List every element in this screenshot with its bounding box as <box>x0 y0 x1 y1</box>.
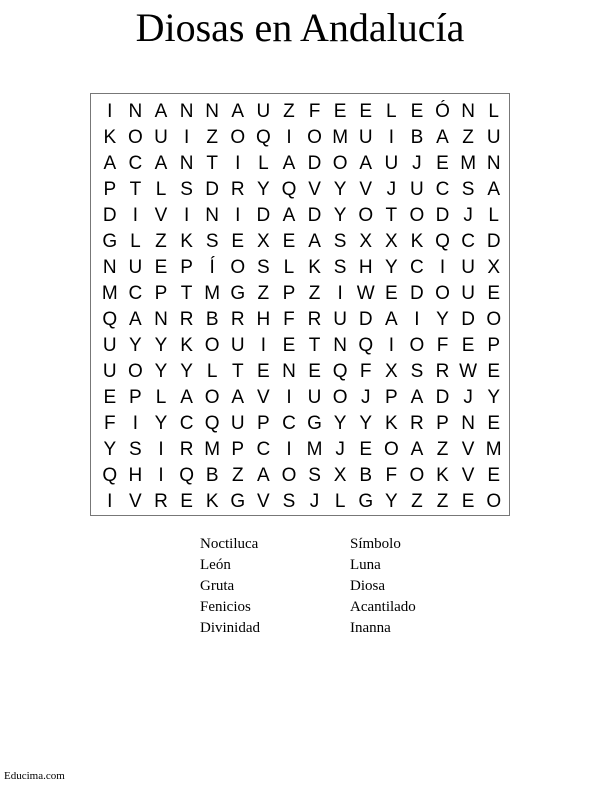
grid-letter: P <box>436 412 449 434</box>
grid-letter: S <box>308 464 321 486</box>
grid-letter: Y <box>154 360 168 382</box>
grid-letter: U <box>102 360 117 382</box>
grid-letter: E <box>487 412 501 434</box>
grid-letter: R <box>230 308 245 330</box>
grid-letter: Y <box>333 412 347 434</box>
grid-letter: F <box>385 464 398 486</box>
grid-letter: M <box>101 282 118 304</box>
grid-letter: I <box>337 282 343 304</box>
grid-letter: F <box>103 412 116 434</box>
grid-letter: B <box>205 464 219 486</box>
grid-letter: F <box>308 100 321 122</box>
grid-letter: E <box>257 360 270 382</box>
grid-letter: L <box>130 230 141 252</box>
grid-letter: X <box>384 360 398 382</box>
grid-letter: J <box>412 152 422 174</box>
grid-letter: I <box>107 490 113 512</box>
word-list-item: Divinidad <box>200 620 260 636</box>
grid-letter: C <box>256 438 271 460</box>
grid-letter: C <box>435 178 450 200</box>
grid-letter: C <box>128 282 143 304</box>
grid-letter: P <box>180 256 193 278</box>
grid-letter: K <box>436 464 449 486</box>
grid-letter: K <box>384 412 398 434</box>
grid-letter: Y <box>333 204 347 226</box>
grid-letter: E <box>333 100 347 122</box>
grid-letter: Q <box>179 464 194 486</box>
grid-letter: Q <box>102 308 118 330</box>
grid-letter: P <box>231 438 245 460</box>
grid-letter: U <box>333 308 347 330</box>
grid-letter: E <box>308 360 321 382</box>
grid-letter: Y <box>129 334 142 356</box>
grid-letter: D <box>102 204 117 226</box>
grid-letter: G <box>102 230 118 252</box>
grid-letter: Q <box>435 230 450 252</box>
word-list-item: León <box>200 557 231 573</box>
grid-letter: U <box>461 256 475 278</box>
grid-letter: R <box>230 178 245 200</box>
grid-letter: E <box>487 360 501 382</box>
grid-letter: L <box>155 386 167 408</box>
grid-letter: A <box>231 100 245 122</box>
grid-letter: V <box>154 204 168 226</box>
grid-letter: I <box>235 152 241 174</box>
grid-letter: O <box>409 334 425 356</box>
grid-letter: K <box>103 126 117 148</box>
grid-letter: P <box>103 178 117 200</box>
grid-letter: D <box>435 204 450 226</box>
grid-letter: P <box>384 386 398 408</box>
grid-letter: Y <box>154 334 168 356</box>
grid-letter: E <box>231 230 245 252</box>
grid-letter: P <box>154 282 168 304</box>
grid-letter: V <box>257 490 270 512</box>
grid-letter: Y <box>359 412 373 434</box>
grid-letter: I <box>439 256 446 278</box>
grid-letter: Z <box>283 100 295 122</box>
grid-letter: I <box>158 438 164 460</box>
grid-letter: D <box>435 386 450 408</box>
grid-letter: L <box>488 100 499 122</box>
grid-letter: M <box>485 438 502 460</box>
grid-letter: D <box>256 204 271 226</box>
grid-letter: A <box>436 126 449 148</box>
word-list-item: Símbolo <box>350 536 401 552</box>
grid-letter: D <box>307 204 322 226</box>
grid-letter: M <box>204 282 221 304</box>
grid-letter: B <box>410 126 424 148</box>
grid-letter: N <box>333 334 347 356</box>
grid-letter: L <box>488 204 499 226</box>
grid-letter: A <box>308 230 321 252</box>
grid-letter: G <box>230 282 246 304</box>
grid-letter: I <box>388 334 394 356</box>
grid-letter: I <box>260 334 266 356</box>
grid-letter: F <box>436 334 449 356</box>
grid-letter: L <box>206 360 218 382</box>
grid-letter: O <box>486 308 502 330</box>
grid-letter: Q <box>102 464 118 486</box>
grid-letter: U <box>358 126 373 148</box>
grid-letter: N <box>128 100 143 122</box>
grid-letter: Z <box>308 282 321 304</box>
grid-letter: Z <box>231 464 244 486</box>
grid-letter: V <box>461 464 475 486</box>
grid-letter: A <box>180 386 193 408</box>
grid-letter: L <box>283 256 295 278</box>
word-list-item: Luna <box>350 557 381 573</box>
grid-letter: A <box>410 438 424 460</box>
grid-letter: U <box>230 334 245 356</box>
grid-letter: V <box>461 438 475 460</box>
grid-letter: A <box>359 152 373 174</box>
grid-letter: D <box>461 308 475 330</box>
grid-letter: Z <box>462 126 474 148</box>
grid-letter: P <box>257 412 270 434</box>
word-list-item: Inanna <box>350 620 391 636</box>
grid-letter: V <box>129 490 142 512</box>
grid-letter: S <box>461 178 475 200</box>
grid-letter: Z <box>436 438 449 460</box>
grid-letter: O <box>230 256 246 278</box>
grid-letter: H <box>256 308 271 330</box>
grid-letter: G <box>358 490 374 512</box>
grid-letter: O <box>486 490 502 512</box>
grid-letter: E <box>461 334 475 356</box>
grid-letter: P <box>487 334 501 356</box>
grid-letter: Z <box>257 282 270 304</box>
grid-letter: V <box>257 386 270 408</box>
grid-letter: R <box>179 438 194 460</box>
grid-letter: R <box>307 308 322 330</box>
grid-letter: E <box>384 282 398 304</box>
grid-letter: A <box>257 464 270 486</box>
grid-letter: S <box>333 230 347 252</box>
grid-letter: S <box>333 256 347 278</box>
grid-letter: N <box>461 100 475 122</box>
grid-letter: E <box>487 464 501 486</box>
grid-letter: G <box>307 412 322 434</box>
grid-letter: W <box>356 282 375 304</box>
grid-letter: R <box>154 490 168 512</box>
grid-letter: O <box>409 464 425 486</box>
grid-letter: B <box>359 464 373 486</box>
grid-letter: A <box>103 152 117 174</box>
page-title: Diosas en Andalucía <box>135 5 465 50</box>
grid-letter: D <box>307 152 322 174</box>
grid-letter: V <box>359 178 373 200</box>
grid-letter: E <box>154 256 168 278</box>
grid-letter: Z <box>155 230 167 252</box>
grid-letter: X <box>257 230 270 252</box>
grid-letter: E <box>410 100 424 122</box>
grid-letter: U <box>256 100 271 122</box>
grid-letter: B <box>205 308 219 330</box>
grid-letter: N <box>282 360 296 382</box>
grid-letter: M <box>204 438 221 460</box>
grid-letter: O <box>128 126 143 148</box>
grid-letter: A <box>154 100 168 122</box>
grid-letter: N <box>205 100 220 122</box>
grid-letter: Z <box>411 490 423 512</box>
grid-letter: I <box>183 204 190 226</box>
grid-letter: Q <box>255 126 271 148</box>
grid-letter: E <box>359 438 373 460</box>
grid-letter: Y <box>180 360 193 382</box>
grid-letter: P <box>129 386 142 408</box>
grid-letter: T <box>206 152 218 174</box>
grid-letter: X <box>487 256 501 278</box>
grid-letter: Y <box>384 256 398 278</box>
grid-letter: F <box>359 360 372 382</box>
grid-letter: N <box>102 256 117 278</box>
grid-letter: W <box>459 360 478 382</box>
grid-letter: I <box>183 126 190 148</box>
grid-letter: J <box>335 438 345 460</box>
grid-letter: Q <box>281 178 297 200</box>
grid-letter: K <box>180 230 193 252</box>
grid-letter: N <box>486 152 501 174</box>
grid-letter: X <box>333 464 347 486</box>
grid-letter: T <box>385 204 398 226</box>
grid-letter: K <box>308 256 321 278</box>
word-list-item: Noctiluca <box>200 536 259 552</box>
grid-letter: A <box>282 204 296 226</box>
footer-site-name: Educima.com <box>4 770 65 782</box>
grid-letter: O <box>128 360 143 382</box>
grid-letter: Y <box>154 412 168 434</box>
grid-letter: C <box>410 256 424 278</box>
grid-letter: T <box>231 360 244 382</box>
grid-letter: K <box>180 334 193 356</box>
grid-letter: O <box>204 386 220 408</box>
word-list-item: Acantilado <box>350 599 416 615</box>
word-list-item: Diosa <box>350 578 385 594</box>
grid-letter: U <box>128 256 143 278</box>
grid-letter: X <box>384 230 398 252</box>
grid-letter: I <box>286 386 292 408</box>
grid-letter: I <box>286 126 292 148</box>
grid-letter: I <box>414 308 420 330</box>
grid-letter: T <box>180 282 193 304</box>
grid-letter: I <box>132 204 139 226</box>
grid-letter: M <box>306 438 323 460</box>
grid-letter: A <box>154 152 168 174</box>
grid-letter: O <box>307 126 322 148</box>
grid-letter: Í <box>209 256 215 278</box>
grid-letter: H <box>128 464 143 486</box>
grid-letter: Y <box>257 178 270 200</box>
word-search-grid <box>90 93 510 516</box>
grid-letter: E <box>282 230 296 252</box>
grid-letter: E <box>180 490 193 512</box>
grid-letter: U <box>230 412 245 434</box>
grid-letter: S <box>205 230 219 252</box>
grid-letter: I <box>132 412 139 434</box>
grid-letter: T <box>129 178 142 200</box>
grid-letter: Y <box>384 490 398 512</box>
grid-letter: O <box>383 438 399 460</box>
grid-letter: O <box>230 126 246 148</box>
grid-letter: U <box>461 282 475 304</box>
grid-letter: E <box>103 386 117 408</box>
grid-letter: Z <box>206 126 218 148</box>
grid-letter: D <box>358 308 373 330</box>
grid-letter: L <box>334 490 346 512</box>
grid-letter: O <box>358 204 374 226</box>
grid-letter: D <box>205 178 220 200</box>
grid-letter: N <box>179 152 194 174</box>
grid-letter: I <box>235 204 241 226</box>
grid-letter: U <box>384 152 399 174</box>
grid-letter: O <box>435 282 450 304</box>
grid-letter: M <box>460 152 477 174</box>
grid-letter: N <box>205 204 220 226</box>
grid-letter: E <box>461 490 475 512</box>
grid-letter: I <box>388 126 394 148</box>
grid-letter: Ó <box>435 100 450 122</box>
grid-letter: U <box>154 126 168 148</box>
grid-letter: N <box>154 308 168 330</box>
grid-letter: K <box>410 230 424 252</box>
grid-letter: N <box>179 100 194 122</box>
grid-letter: L <box>258 152 269 174</box>
grid-letter: C <box>179 412 194 434</box>
grid-letter: P <box>282 282 296 304</box>
grid-letter: Q <box>332 360 348 382</box>
grid-letter: D <box>410 282 424 304</box>
grid-letter: U <box>307 386 322 408</box>
grid-letter: L <box>155 178 167 200</box>
grid-letter: N <box>461 412 475 434</box>
grid-letter: E <box>282 334 296 356</box>
grid-letter: E <box>359 100 373 122</box>
grid-letter: H <box>358 256 373 278</box>
grid-letter: U <box>102 334 117 356</box>
grid-letter: S <box>180 178 193 200</box>
word-list-item: Gruta <box>200 578 235 594</box>
grid-letter: F <box>283 308 295 330</box>
grid-letter: Y <box>436 308 449 330</box>
grid-letter: Y <box>103 438 117 460</box>
grid-letter: V <box>308 178 321 200</box>
grid-letter: O <box>204 334 220 356</box>
grid-letter: A <box>282 152 296 174</box>
word-list-left-column <box>200 534 260 639</box>
word-list-right-column <box>350 534 416 639</box>
grid-letter: O <box>332 386 348 408</box>
grid-letter: R <box>179 308 194 330</box>
grid-letter: U <box>410 178 424 200</box>
grid-letter: O <box>332 152 348 174</box>
grid-letter: J <box>386 178 397 200</box>
grid-letter: J <box>463 386 473 408</box>
grid-letter: S <box>257 256 270 278</box>
grid-letter: C <box>461 230 475 252</box>
grid-letter: Y <box>487 386 501 408</box>
grid-letter: R <box>435 360 450 382</box>
grid-letter: A <box>384 308 398 330</box>
grid-letter: X <box>359 230 373 252</box>
grid-letter: C <box>282 412 296 434</box>
grid-letter: R <box>410 412 424 434</box>
grid-letter: A <box>231 386 245 408</box>
grid-letter: I <box>107 100 113 122</box>
grid-letter: E <box>487 282 501 304</box>
grid-letter: T <box>308 334 321 356</box>
grid-letter: U <box>486 126 501 148</box>
grid-letter: S <box>129 438 142 460</box>
grid-letter: E <box>436 152 449 174</box>
grid-letter: Y <box>333 178 347 200</box>
grid-letter: S <box>410 360 424 382</box>
grid-letter: J <box>463 204 473 226</box>
grid-letter: J <box>360 386 371 408</box>
grid-letter: Z <box>436 490 449 512</box>
grid-letter: I <box>286 438 292 460</box>
grid-letter: C <box>128 152 143 174</box>
grid-letter: A <box>487 178 501 200</box>
grid-letter: M <box>332 126 349 148</box>
grid-letter: O <box>409 204 425 226</box>
grid-letter: Q <box>358 334 374 356</box>
word-list-item: Fenicios <box>200 599 251 615</box>
grid-letter: J <box>309 490 320 512</box>
grid-letter: K <box>205 490 219 512</box>
grid-letter: Q <box>204 412 220 434</box>
grid-letter: G <box>230 490 246 512</box>
grid-letter: A <box>129 308 142 330</box>
grid-letter: A <box>410 386 424 408</box>
grid-letter: D <box>486 230 501 252</box>
grid-letter: O <box>281 464 297 486</box>
grid-letter: L <box>386 100 397 122</box>
grid-letter: S <box>282 490 296 512</box>
grid-letter: I <box>158 464 164 486</box>
